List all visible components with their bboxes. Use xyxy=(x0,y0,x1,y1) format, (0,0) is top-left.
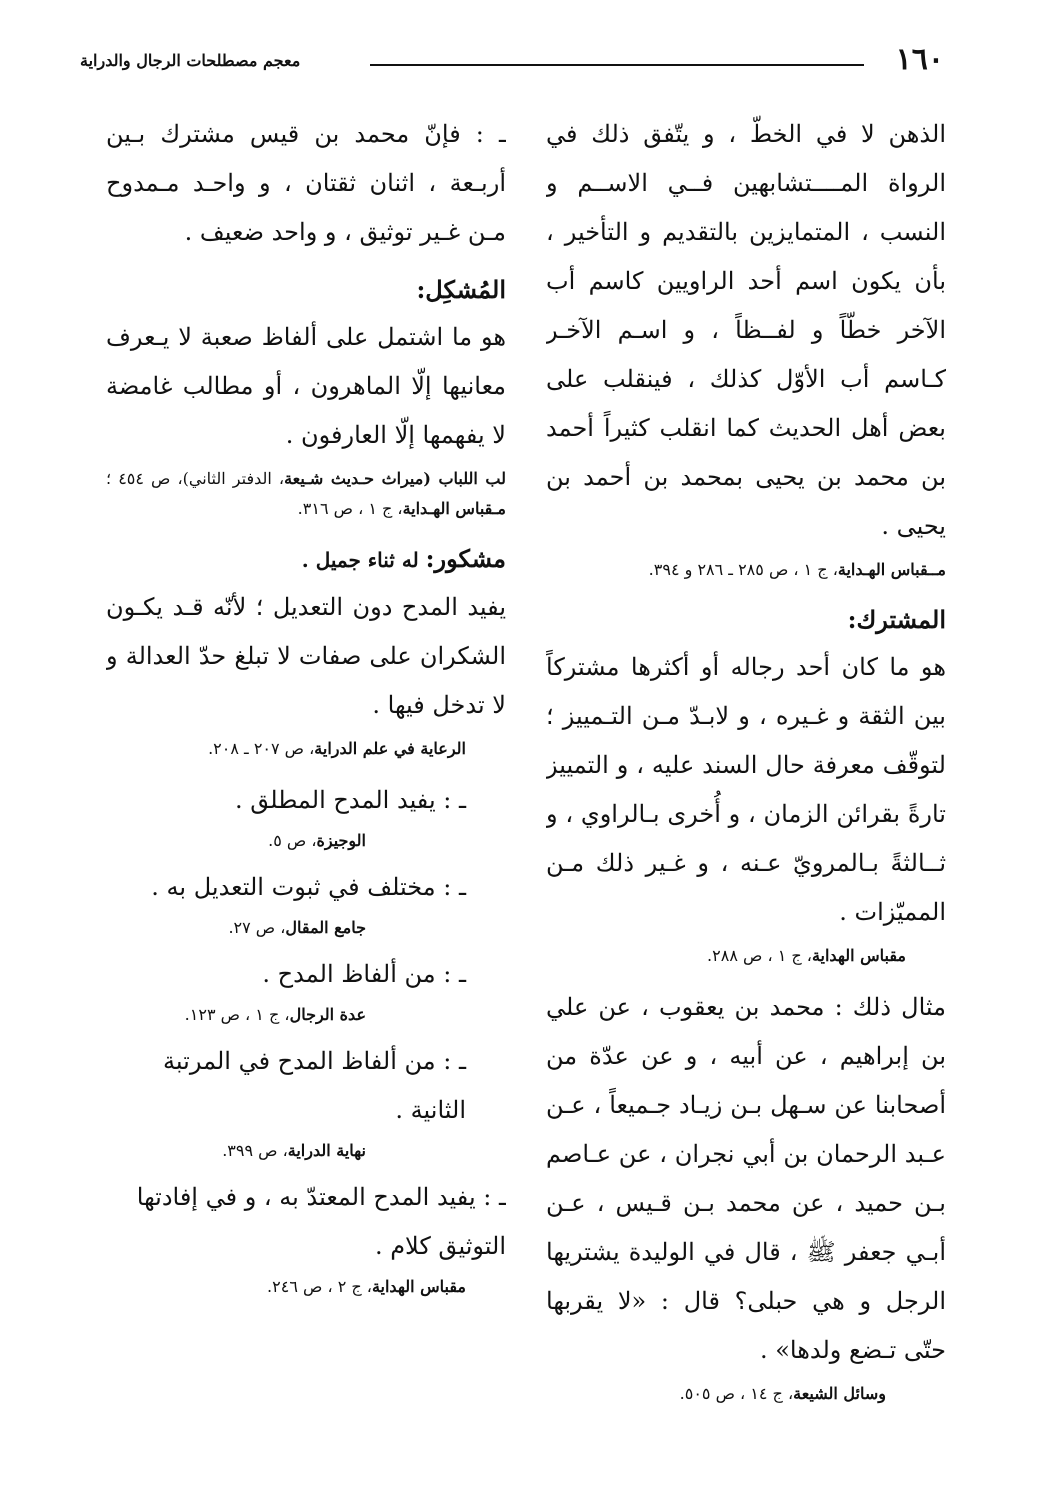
source-reference: ، ج ١ ، ص ٢٨٨. xyxy=(707,946,812,965)
source-book-title: جامع المقال xyxy=(285,918,366,937)
intro-paragraph: الذهن لا في الخطّ ، و يتّفق ذلك في الرواة المــــتشابهين فــي الاســم و النسب ، المتمايزين بالتقديم و التأخير ، بأن يكون اسم أحد الراويين كاسم أب الآخر خطّاً و لفــظاً ، و اسـم الآخـر كـاسم أب الأوّل كذلك ، فينقلب على بعض أهل الحديث كما انقلب كثيراً أحمد بن محمد بن يحيى بمحمد بن أحمد بن يحيى . xyxy=(546,120,946,540)
mashkur-definition: يفيد المدح دون التعديل ؛ لأنّه قـد يكـون الشكران على صفات لا تبلغ حدّ العدالة و لا تدخل فيها . xyxy=(106,593,506,719)
source-book-title: مــقباس الهـداية xyxy=(837,560,946,579)
source-book-title: عدة الرجال xyxy=(289,1005,366,1024)
entry-heading-mushtarak: المشترك: xyxy=(847,605,946,634)
source-reference: ، ج ١ ، ص ١٢٣. xyxy=(184,1005,290,1024)
header-rule xyxy=(370,64,864,66)
left-column xyxy=(106,110,506,1450)
source-reference: ، ص ٢٠٧ ـ ٢٠٨. xyxy=(208,739,315,758)
source-reference: ، ج ٢ ، ص ٢٤٦. xyxy=(267,1277,372,1296)
source-book-title: وسائل الشيعة xyxy=(793,1384,886,1403)
running-title: معجم مصطلحات الرجال والدراية xyxy=(80,51,301,70)
item-source xyxy=(106,912,506,944)
intro-source xyxy=(546,555,946,585)
right-column xyxy=(546,110,946,1450)
mashkur-source xyxy=(106,734,506,764)
source-reference: ، ص ٢٧. xyxy=(228,918,286,937)
mushtarak-source xyxy=(546,941,946,971)
source-reference: ، الدفتر الثاني)، ص ٤٥٤ ؛ xyxy=(106,469,285,488)
source-reference: ، ج ١٤ ، ص ٥٠٥. xyxy=(679,1384,794,1403)
list-item: ـ : من ألفاظ المدح في المرتبة الثانية . xyxy=(163,1047,466,1124)
mushtarak-example: مثال ذلك : محمد بن يعقوب ، عن علي بن إبراهيم ، عن أبيه ، و عن عدّة من أصحابنا عن سـهل بـن زيـاد جـميعاً ، عـن عـبد الرحمان بن أبي نجران ، عن عـاصم بـن حميد ، عن محمد بـن قـيس ، عـن أبـي جعفر ﷺ ، قال في الوليدة يشتريها الرجل و هي حبلى؟ قال : «لا يقربها حتّى تـضع ولدها» . xyxy=(546,993,946,1364)
list-item: ـ : من ألفاظ المدح . xyxy=(262,960,466,988)
item-source xyxy=(106,1135,506,1167)
mashkur-gloss: له ثناء جميل . xyxy=(301,548,426,572)
item-source xyxy=(106,825,506,857)
page-number: ١٦٠ xyxy=(895,42,944,77)
continuation-paragraph: ـ : فإنّ محمد بن قيس مشترك بـين أربـعة ، اثنان ثقتان ، و واحـد مـمدوح مـن غـير توثيق ، و واحد ضعيف . xyxy=(106,120,506,246)
source-book-title: لب اللباب (ميراث حـديث شـيعة xyxy=(284,469,506,488)
item-source xyxy=(106,1271,506,1303)
item-source xyxy=(106,999,506,1031)
source-book-title: نهاية الدراية xyxy=(287,1141,366,1160)
mushtarak-definition: هو ما كان أحد رجاله أو أكثرها مشتركاً بين الثقة و غـيره ، و لابـدّ مـن التـمييز ؛ لتوقّف معرفة حال السند عليه ، و التمييز تارةً بقرائن الزمان ، و أُخرى بـالراوي ، و ثــالثةً بـالمرويّ عـنه ، و غـير ذلك مـن المميّزات . xyxy=(546,653,946,926)
list-item: ـ : مختلف في ثبوت التعديل به . xyxy=(151,873,466,901)
source-book-title: مقباس الهداية xyxy=(811,946,906,965)
source-reference: ، ج ١ ، ص ٢٨٥ ـ ٢٨٦ و ٣٩٤. xyxy=(648,560,838,579)
mushkil-source xyxy=(106,464,506,524)
mashkur-term: مشكور: xyxy=(425,544,506,573)
source-reference: ، ج ١ ، ص ٣١٦. xyxy=(297,499,403,518)
mashkur-item-list xyxy=(106,776,506,1303)
page-header xyxy=(80,40,944,80)
source-reference: ، ص ٣٩٩. xyxy=(222,1141,288,1160)
source-reference: ، ص ٥. xyxy=(268,831,317,850)
example-source xyxy=(546,1379,946,1409)
source-book-title: مقباس الهداية xyxy=(371,1277,466,1296)
list-item: ـ : يفيد المدح المطلق . xyxy=(235,786,466,814)
source-book-title: الوجيزة xyxy=(316,831,366,850)
source-book-title: الرعاية في علم الدراية xyxy=(314,739,466,758)
list-item: ـ : يفيد المدح المعتدّ به ، و في إفادتها التوثيق كلام . xyxy=(136,1183,506,1260)
entry-heading-mushkil: المُشكِل: xyxy=(416,275,506,304)
mushkil-definition: هو ما اشتمل على ألفاظ صعبة لا يـعرف معانيها إلّا الماهرون ، أو مطالب غامضة لا يفهمها إلّا العارفون . xyxy=(106,323,506,449)
entry-heading-mashkur xyxy=(106,536,506,583)
source-book-title: مـقباس الهـداية xyxy=(402,499,506,518)
